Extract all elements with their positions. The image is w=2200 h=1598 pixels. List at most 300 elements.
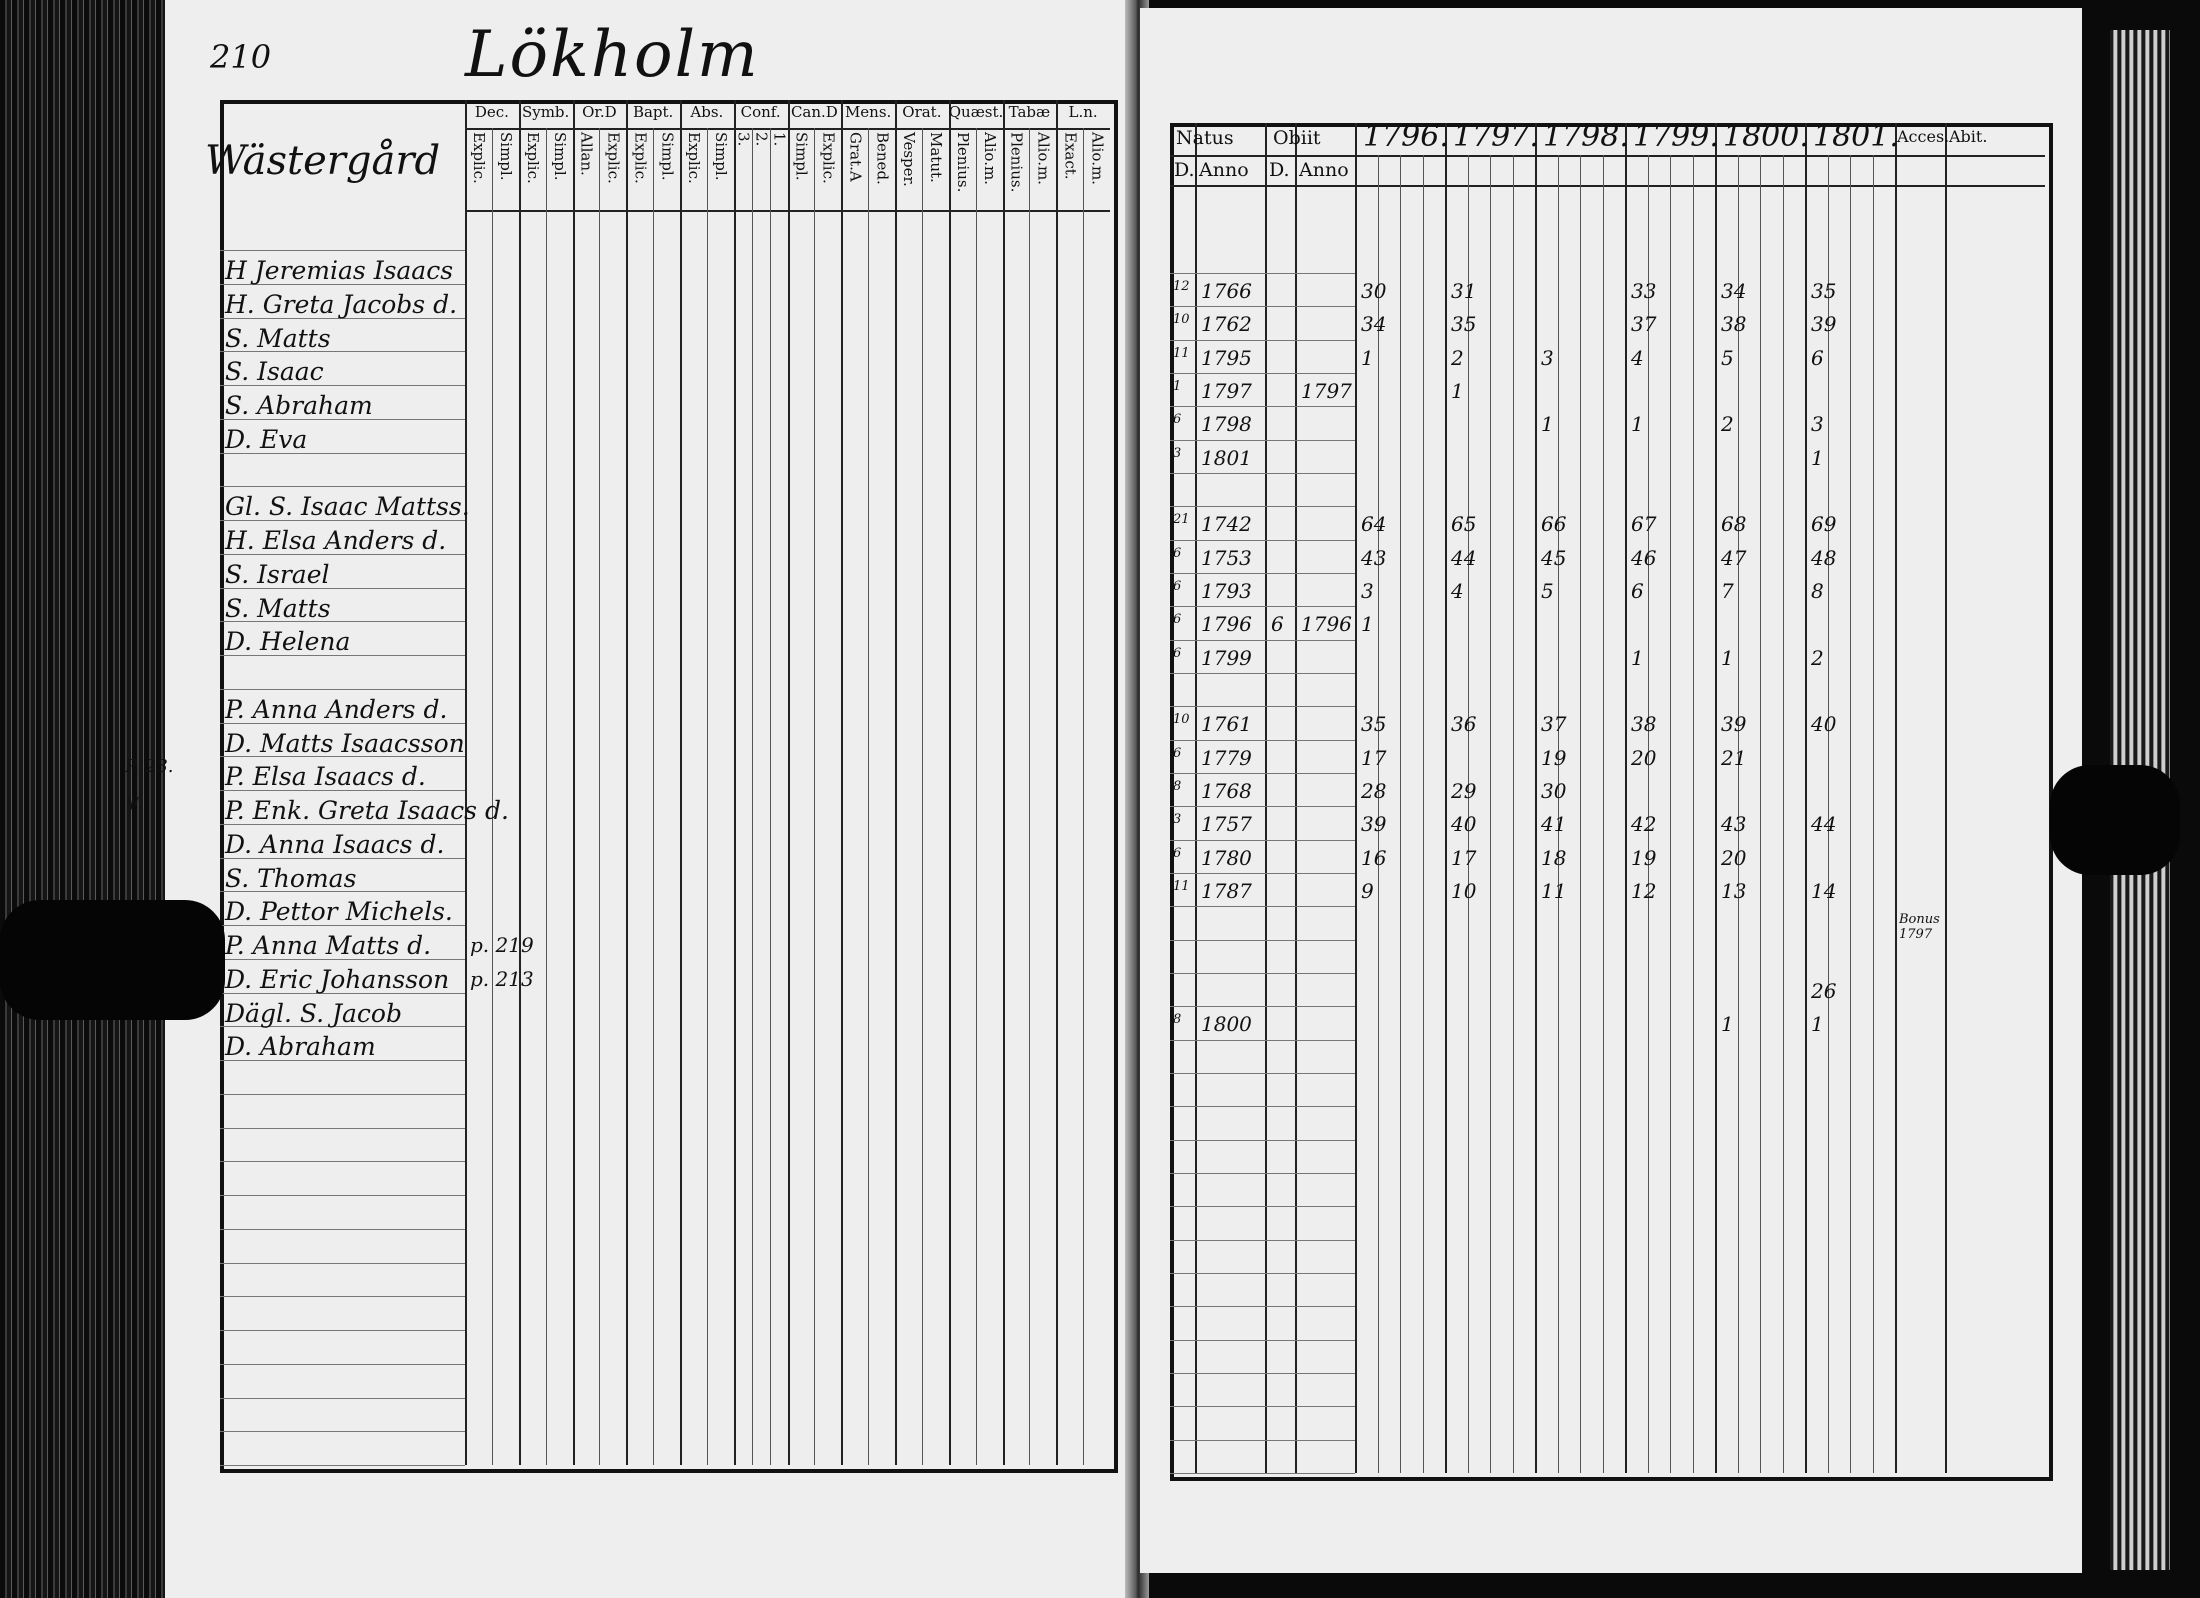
age-in-year: 2: [1451, 345, 1464, 370]
birth-year: 1793: [1201, 579, 1252, 603]
left-subcol-divider: [976, 128, 977, 1465]
age-in-year: 42: [1631, 812, 1657, 837]
person-name: P. Anna Matts d.: [225, 931, 432, 960]
age-in-year: 2: [1811, 645, 1824, 670]
person-name: S. Isaac: [225, 357, 324, 387]
natus-anno-header: Anno: [1199, 159, 1249, 181]
left-col-subheader: Simpl.: [497, 132, 516, 181]
left-row-line: [220, 250, 465, 251]
left-col-divider: [465, 100, 467, 1465]
age-in-year: 1: [1811, 445, 1824, 470]
age-in-year: 1: [1451, 379, 1464, 403]
person-name: D. Eric Johansson: [225, 964, 450, 994]
left-col-header: Mens.: [844, 103, 892, 121]
left-col-header: Orat.: [902, 103, 942, 121]
right-year-subdivider: [1693, 155, 1694, 1473]
left-row-line: [220, 1263, 465, 1264]
left-col-subheader: Explic.: [523, 132, 542, 184]
birth-year: 1780: [1201, 845, 1252, 870]
farm-name: Wästergård: [205, 138, 441, 184]
age-in-year: 18: [1541, 845, 1567, 870]
left-col-subheader: 1.: [770, 132, 789, 147]
birth-day: 6: [1173, 645, 1182, 661]
left-col-divider: [626, 100, 628, 1465]
age-in-year: 38: [1631, 712, 1657, 737]
year-header: 1797.: [1453, 119, 1539, 154]
person-name: H. Greta Jacobs d.: [225, 289, 458, 319]
age-in-year: 30: [1541, 779, 1567, 803]
age-in-year: 12: [1631, 879, 1657, 903]
age-in-year: 43: [1361, 545, 1387, 570]
birth-year: 1761: [1201, 712, 1252, 737]
left-col-subheader: Plenius.: [1007, 132, 1026, 193]
left-subcol-divider: [546, 128, 547, 1465]
age-in-year: 4: [1451, 579, 1464, 603]
age-in-year: 35: [1361, 712, 1387, 737]
left-col-header: Tabæ: [1008, 103, 1051, 121]
age-in-year: 44: [1451, 545, 1477, 570]
age-in-year: 35: [1811, 279, 1837, 303]
age-in-year: 19: [1541, 745, 1567, 770]
left-col-subheader: Explic.: [631, 132, 650, 184]
birth-year: 1798: [1201, 412, 1252, 437]
age-in-year: 45: [1541, 545, 1567, 570]
right-year-divider: [1805, 123, 1807, 1473]
person-name: D. Helena: [225, 627, 351, 657]
death-year: 1796: [1301, 612, 1352, 637]
age-in-year: 65: [1451, 512, 1477, 537]
age-in-year: 41: [1541, 812, 1567, 837]
obiit-d-header: D.: [1269, 159, 1290, 181]
right-row-line: [1170, 1206, 1355, 1207]
left-col-header: Abs.: [690, 103, 724, 121]
right-year-divider: [1625, 123, 1627, 1473]
year-header: 1801.: [1813, 119, 1899, 154]
right-row-line: [1170, 1140, 1355, 1141]
age-in-year: 2: [1721, 412, 1734, 437]
left-col-subheader: Grat.A: [846, 132, 865, 182]
natus-d-header: D.: [1174, 159, 1195, 181]
age-in-year: 11: [1541, 879, 1567, 903]
left-row-line: [220, 1398, 465, 1399]
left-col-subheader: Alio.m.: [980, 132, 999, 185]
age-in-year: 1: [1631, 412, 1644, 437]
accessit-header: Acces.: [1897, 127, 1950, 146]
left-subcol-divider: [752, 128, 753, 1465]
left-col-header: L.n.: [1068, 103, 1098, 121]
birth-year: 1768: [1201, 779, 1252, 803]
birth-day: 1: [1173, 379, 1182, 394]
birth-day: 6: [1173, 412, 1182, 428]
left-col-subheader: Vesper.: [900, 132, 919, 187]
birth-year: 1797: [1201, 379, 1252, 403]
age-in-year: 10: [1451, 879, 1477, 903]
age-in-year: 37: [1631, 312, 1657, 337]
left-col-subheader: Allan.: [577, 132, 596, 176]
person-name: S. Thomas: [225, 863, 357, 893]
birth-day: 21: [1173, 512, 1190, 528]
birth-day: 8: [1173, 1012, 1182, 1028]
right-year-subdivider: [1423, 155, 1424, 1473]
right-year-subdivider: [1670, 155, 1671, 1473]
left-col-subheader: Explic.: [470, 132, 489, 184]
person-name: D. Anna Isaacs d.: [225, 829, 445, 859]
right-row-line: [1170, 440, 1355, 441]
right-header-line: [1170, 155, 2045, 157]
age-in-year: 21: [1721, 745, 1747, 770]
right-row-line: [1170, 406, 1355, 407]
age-in-year: 40: [1451, 812, 1477, 837]
right-year-subdivider: [1490, 155, 1491, 1473]
age-in-year: 31: [1451, 279, 1477, 303]
left-col-subheader: 3.: [734, 132, 753, 147]
page-number: 210: [210, 38, 272, 76]
birth-day: 3: [1173, 812, 1182, 828]
right-year-subdivider: [1850, 155, 1851, 1473]
right-row-line: [1170, 1440, 1355, 1441]
left-col-subheader: Explic.: [685, 132, 704, 184]
birth-day: 12: [1173, 279, 1190, 294]
left-row-line: [220, 1128, 465, 1129]
person-name: H Jeremias Isaacs: [225, 256, 454, 285]
left-col-subheader: 2.: [752, 132, 771, 147]
left-col-divider: [841, 100, 843, 1465]
left-col-subheader: Alio.m.: [1034, 132, 1053, 185]
right-row-line: [1170, 306, 1355, 307]
birth-year: 1742: [1201, 512, 1252, 537]
person-name: P. Anna Anders d.: [225, 694, 448, 724]
right-row-line: [1170, 340, 1355, 341]
person-name: P. Elsa Isaacs d.: [225, 762, 426, 792]
birth-year: 1795: [1201, 345, 1252, 370]
person-name: S. Israel: [225, 559, 330, 589]
age-in-year: 46: [1631, 545, 1657, 570]
age-in-year: 28: [1361, 779, 1387, 803]
age-in-year: 26: [1811, 979, 1837, 1003]
left-col-subheader: Simpl.: [792, 132, 811, 181]
right-row-line: [1170, 1073, 1355, 1074]
age-in-year: 1: [1631, 645, 1644, 670]
age-in-year: 13: [1721, 879, 1747, 903]
left-row-line: [220, 1330, 465, 1331]
thumb-right: [2050, 765, 2180, 875]
left-col-header: Conf.: [740, 103, 781, 121]
left-col-divider: [788, 100, 790, 1465]
age-in-year: 20: [1631, 745, 1657, 770]
right-year-divider: [1445, 123, 1447, 1473]
right-header-bottom: [1170, 185, 2045, 187]
right-row-line: [1170, 1240, 1355, 1241]
person-name: S. Matts: [225, 323, 331, 353]
year-header: 1798.: [1543, 119, 1629, 154]
age-in-year: 39: [1721, 712, 1747, 737]
age-in-year: 67: [1631, 512, 1657, 537]
left-col-subheader: Plenius.: [953, 132, 972, 193]
right-row-line: [1170, 1406, 1355, 1407]
left-subcol-divider: [599, 128, 600, 1465]
right-row-line: [1170, 740, 1355, 741]
year-header: 1800.: [1723, 119, 1809, 154]
right-row-line: [1170, 506, 1355, 507]
person-name: D. Abraham: [225, 1032, 376, 1062]
birth-year: 1779: [1201, 745, 1252, 770]
left-col-divider: [1056, 100, 1058, 1465]
age-in-year: 33: [1631, 279, 1657, 303]
right-row-line: [1170, 473, 1355, 474]
age-in-year: 4: [1631, 345, 1644, 370]
death-year: 1797: [1301, 379, 1352, 403]
age-in-year: 19: [1631, 845, 1657, 870]
person-name: S. Abraham: [225, 391, 373, 420]
right-row-line: [1170, 706, 1355, 707]
right-year-subdivider: [1603, 155, 1604, 1473]
right-row-line: [1170, 573, 1355, 574]
right-row-line: [1170, 373, 1355, 374]
left-subcol-divider: [770, 128, 771, 1465]
left-row-line: [220, 1431, 465, 1432]
left-col-subheader: Bened.: [873, 132, 892, 185]
age-in-year: 38: [1721, 312, 1747, 337]
left-row-line: [220, 689, 465, 690]
age-in-year: 1: [1811, 1012, 1824, 1037]
right-col-divider: [1945, 123, 1947, 1473]
left-row-line: [220, 486, 465, 487]
right-year-subdivider: [1400, 155, 1401, 1473]
left-col-subheader: Matut.: [927, 132, 946, 183]
right-row-line: [1170, 606, 1355, 607]
left-col-divider: [895, 100, 897, 1465]
left-row-line: [220, 1364, 465, 1365]
right-row-line: [1170, 840, 1355, 841]
birth-day: 10: [1173, 712, 1190, 728]
right-col-divider: [1355, 123, 1357, 1473]
right-row-line: [1170, 773, 1355, 774]
birth-year: 1766: [1201, 279, 1252, 303]
birth-year: 1753: [1201, 545, 1252, 570]
age-in-year: 1: [1361, 612, 1374, 637]
age-in-year: 64: [1361, 512, 1387, 537]
age-in-year: 69: [1811, 512, 1837, 537]
age-in-year: 44: [1811, 812, 1837, 837]
age-in-year: 1: [1721, 1012, 1734, 1037]
birth-year: 1796: [1201, 612, 1252, 637]
left-col-subheader: Simpl.: [658, 132, 677, 181]
birth-day: 6: [1173, 745, 1182, 761]
age-in-year: 7: [1721, 579, 1734, 603]
margin-note: P. 23.: [125, 756, 174, 778]
left-col-divider: [734, 100, 736, 1465]
age-in-year: 9: [1361, 879, 1374, 903]
right-row-line: [1170, 540, 1355, 541]
left-col-header: Or.D: [582, 103, 617, 121]
left-col-divider: [680, 100, 682, 1465]
left-row-line: [220, 1465, 465, 1466]
right-row-line: [1170, 873, 1355, 874]
left-col-divider: [949, 100, 951, 1465]
age-in-year: 17: [1361, 745, 1387, 770]
right-row-line: [1170, 673, 1355, 674]
left-col-divider: [519, 100, 521, 1465]
person-name: P. Enk. Greta Isaacs d.: [225, 796, 509, 825]
age-in-year: 30: [1361, 279, 1387, 303]
right-col-divider: [1295, 123, 1297, 1473]
age-in-year: 5: [1541, 579, 1554, 603]
age-in-year: 37: [1541, 712, 1567, 737]
birth-day: 6: [1173, 579, 1182, 594]
birth-day: 11: [1173, 345, 1190, 361]
age-in-year: 48: [1811, 545, 1837, 570]
left-subcol-divider: [1029, 128, 1030, 1465]
birth-day: 6: [1173, 612, 1182, 628]
right-row-line: [1170, 1373, 1355, 1374]
right-row-line: [1170, 1340, 1355, 1341]
age-in-year: 47: [1721, 545, 1747, 570]
birth-day: 10: [1173, 312, 1190, 328]
age-in-year: 35: [1451, 312, 1477, 337]
birth-year: 1762: [1201, 312, 1252, 337]
abiit-header: Abit.: [1949, 127, 1988, 146]
year-header: 1796.: [1363, 119, 1449, 154]
right-register-frame: [1170, 123, 2053, 1481]
left-subcol-divider: [922, 128, 923, 1465]
right-row-line: [1170, 1273, 1355, 1274]
age-in-year: 6: [1631, 579, 1644, 603]
right-row-line: [1170, 1473, 1355, 1474]
left-row-line: [220, 1296, 465, 1297]
age-in-year: 34: [1361, 312, 1387, 337]
obiit-anno-header: Anno: [1299, 159, 1349, 181]
thumb-left: [0, 900, 225, 1020]
age-in-year: 1: [1541, 412, 1554, 437]
left-col-header: Quæst.: [948, 103, 1004, 121]
right-row-line: [1170, 906, 1355, 907]
left-row-line: [220, 1094, 465, 1095]
right-page: [1140, 8, 2082, 1573]
birth-year: 1800: [1201, 1012, 1252, 1037]
right-year-subdivider: [1873, 155, 1874, 1473]
age-in-year: 20: [1721, 845, 1747, 870]
right-row-line: [1170, 1006, 1355, 1007]
person-page-ref: p. 219: [470, 933, 534, 957]
left-col-subheader: Simpl.: [712, 132, 731, 181]
left-col-header: Can.D: [790, 103, 838, 121]
age-in-year: 39: [1361, 812, 1387, 837]
left-col-divider: [1003, 100, 1005, 1465]
person-name: Gl. S. Isaac Mattss.: [225, 492, 470, 522]
right-col-divider: [1195, 123, 1197, 1473]
age-in-year: 6: [1811, 345, 1824, 370]
person-name: D. Eva: [225, 424, 308, 454]
age-in-year: 68: [1721, 512, 1747, 537]
left-subcol-divider: [1083, 128, 1084, 1465]
right-year-subdivider: [1513, 155, 1514, 1473]
left-subcol-divider: [814, 128, 815, 1465]
left-col-header: Symb.: [521, 103, 570, 121]
left-subcol-divider: [653, 128, 654, 1465]
age-in-year: 1: [1361, 345, 1374, 370]
right-row-line: [1170, 1106, 1355, 1107]
age-in-year: 1: [1721, 645, 1734, 670]
person-name: S. Matts: [225, 593, 331, 623]
right-row-line: [1170, 273, 1355, 274]
age-in-year: 3: [1361, 579, 1374, 603]
right-row-line: [1170, 940, 1355, 941]
book-spine-left: [0, 0, 175, 1598]
right-year-divider: [1535, 123, 1537, 1473]
right-col-divider: [1265, 123, 1267, 1473]
right-col-divider: [1895, 123, 1897, 1473]
person-name: D. Matts Isaacsson: [225, 728, 465, 758]
person-name: H. Elsa Anders d.: [225, 526, 447, 555]
right-year-subdivider: [1783, 155, 1784, 1473]
margin-note: ψ: [125, 790, 140, 811]
age-in-year: 34: [1721, 279, 1747, 303]
left-row-line: [220, 1195, 465, 1196]
age-in-year: 43: [1721, 812, 1747, 837]
right-row-line: [1170, 973, 1355, 974]
right-row-line: [1170, 806, 1355, 807]
age-in-year: 8: [1811, 579, 1824, 603]
age-in-year: 29: [1451, 779, 1477, 803]
birth-year: 1799: [1201, 645, 1252, 670]
right-year-subdivider: [1760, 155, 1761, 1473]
age-in-year: 14: [1811, 879, 1837, 903]
age-in-year: 36: [1451, 712, 1477, 737]
year-header: 1799.: [1633, 119, 1719, 154]
age-in-year: 66: [1541, 512, 1567, 537]
accessit-note: Bonus 1797: [1899, 912, 1940, 943]
left-col-subheader: Exact.: [1061, 132, 1080, 180]
age-in-year: 17: [1451, 845, 1477, 870]
birth-day: 3: [1173, 445, 1182, 461]
left-col-divider: [573, 100, 575, 1465]
right-year-subdivider: [1580, 155, 1581, 1473]
right-row-line: [1170, 1040, 1355, 1041]
right-row-line: [1170, 1306, 1355, 1307]
birth-year: 1757: [1201, 812, 1252, 837]
birth-day: 8: [1173, 779, 1182, 794]
death-day: 6: [1271, 612, 1284, 637]
birth-year: 1787: [1201, 879, 1252, 903]
natus-header: Natus: [1176, 127, 1234, 149]
left-col-subheader: Explic.: [819, 132, 838, 184]
right-row-line: [1170, 1173, 1355, 1174]
left-subcol-divider: [707, 128, 708, 1465]
age-in-year: 3: [1541, 345, 1554, 370]
age-in-year: 16: [1361, 845, 1387, 870]
right-row-line: [1170, 640, 1355, 641]
parish-place-title: Lökholm: [465, 18, 760, 92]
left-row-line: [220, 1161, 465, 1162]
left-col-header: Bapt.: [632, 103, 674, 121]
left-col-subheader: Explic.: [604, 132, 623, 184]
age-in-year: 3: [1811, 412, 1824, 437]
age-in-year: 39: [1811, 312, 1837, 337]
birth-day: 6: [1173, 545, 1182, 561]
birth-year: 1801: [1201, 445, 1252, 470]
birth-day: 6: [1173, 845, 1182, 861]
right-year-divider: [1715, 123, 1717, 1473]
age-in-year: 40: [1811, 712, 1837, 737]
person-page-ref: p. 213: [470, 966, 534, 991]
left-col-header: Dec.: [474, 103, 509, 121]
age-in-year: 5: [1721, 345, 1734, 370]
left-col-subheader: Alio.m.: [1088, 132, 1107, 185]
person-name: Dägl. S. Jacob: [225, 998, 402, 1028]
person-name: D. Pettor Michels.: [225, 897, 453, 927]
left-row-line: [220, 1229, 465, 1230]
birth-day: 11: [1173, 879, 1190, 894]
